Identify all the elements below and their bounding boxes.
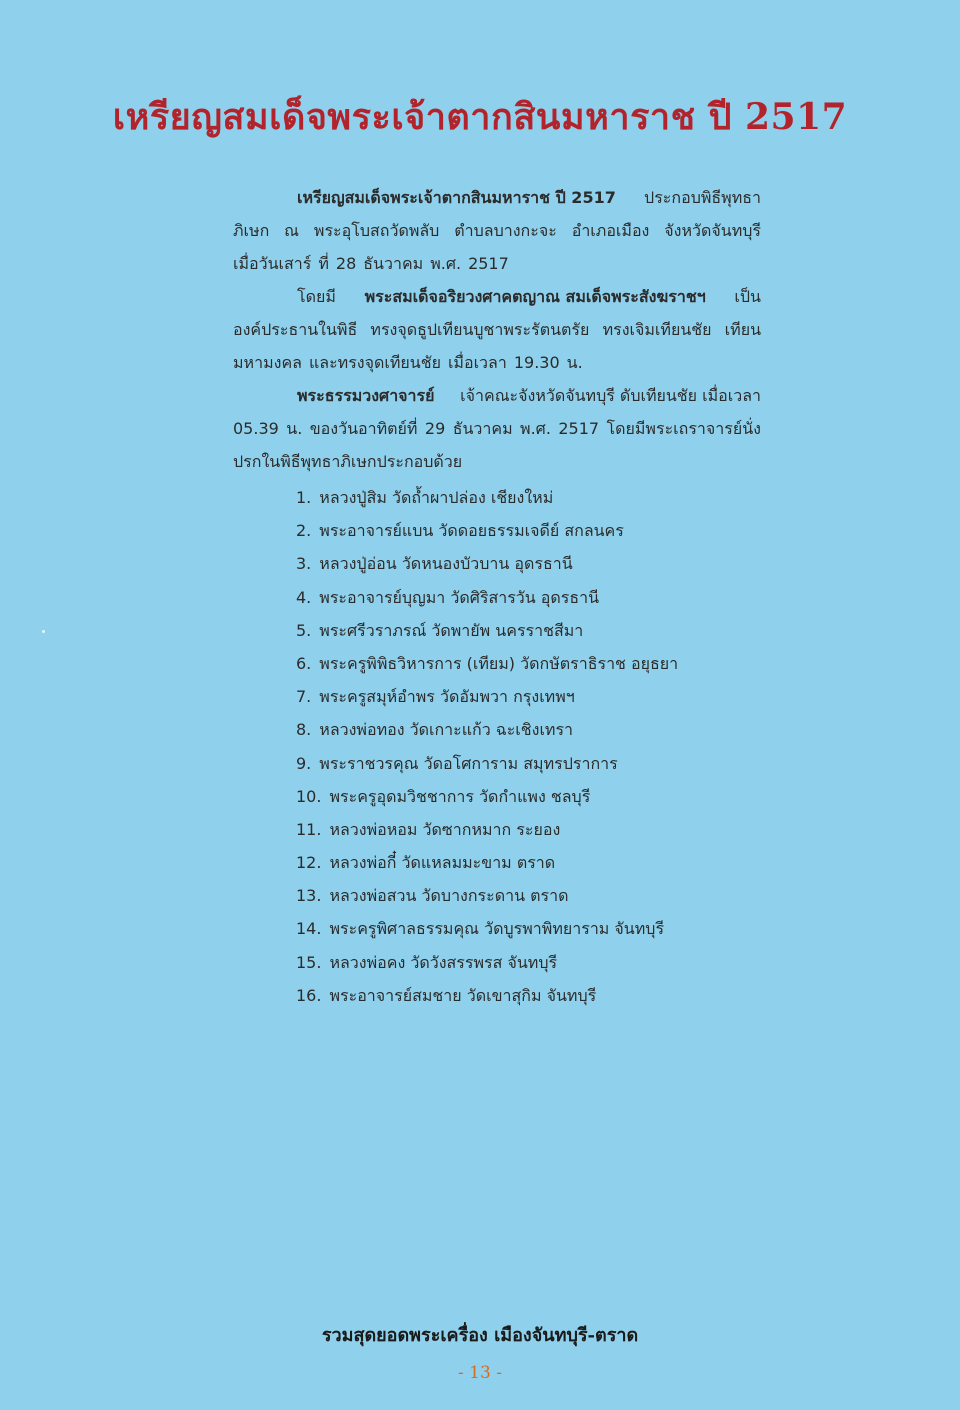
list-item: 15. หลวงพ่อคง วัดวังสรรพรส จันทบุรี <box>296 952 558 972</box>
list-item: 1. หลวงปู่สิม วัดถ้ำผาปล่อง เชียงใหม่ <box>296 488 554 507</box>
para3-line1: พระธรรมวงศาจารย์ เจ้าคณะจังหวัดจันทบุรี ดับเทียนชัย เมื่อเวลา <box>233 379 761 412</box>
list-item: 5. พระศรีวราภรณ์ วัดพายัพ นครราชสีมา <box>296 620 584 640</box>
list-item: 6. พระครูพิพิธวิหารการ (เทียม) วัดกษัตราธิราช อยุธยา <box>296 653 679 673</box>
para3-line2: 05.39 น. ของวันอาทิตย์ที่ 29 ธันวาคม พ.ศ. 2517 โดยมีพระเถราจารย์นั่ง <box>233 419 761 438</box>
list-item: 11. หลวงพ่อหอม วัดซากหมาก ระยอง <box>296 819 561 839</box>
page-title: เหรียญสมเด็จพระเจ้าตากสินมหาราช ปี 2517 <box>112 96 848 138</box>
monk-list <box>296 481 678 1012</box>
para1-line1: เหรียญสมเด็จพระเจ้าตากสินมหาราช ปี 2517 ประกอบพิธีพุทธา <box>233 181 761 214</box>
paper-speck <box>42 630 45 633</box>
list-item: 9. พระราชวรคุณ วัดอโศการาม สมุทรปราการ <box>296 753 618 773</box>
para2-bold: พระสมเด็จอริยวงศาคตญาณ สมเด็จพระสังฆราชฯ <box>364 287 706 306</box>
list-item: 7. พระครูสมุห์อำพร วัดอัมพวา กรุงเทพฯ <box>296 687 575 707</box>
footer-title: รวมสุดยอดพระเครื่อง เมืองจันทบุรี-ตราด <box>321 1325 639 1346</box>
list-item: 16. พระอาจารย์สมชาย วัดเขาสุกิม จันทบุรี <box>296 985 597 1005</box>
list-item: 2. พระอาจารย์แบน วัดดอยธรรมเจดีย์ สกลนคร <box>296 521 624 541</box>
list-item: 13. หลวงพ่อสวน วัดบางกระดาน ตราด <box>296 886 569 906</box>
para3-line3: ปรกในพิธีพุทธาภิเษกประกอบด้วย <box>233 452 463 471</box>
para2-line2: องค์ประธานในพิธี ทรงจุดธูปเทียนบูชาพระรัตนตรัย ทรงเจิมเทียนชัย เทียน <box>233 320 761 339</box>
body-text <box>233 181 761 478</box>
para2-line1: โดยมี พระสมเด็จอริยวงศาคตญาณ สมเด็จพระสังฆราชฯ เป็น <box>233 280 761 313</box>
list-item: 12. หลวงพ่อกี๋ วัดแหลมมะขาม ตราด <box>296 853 556 873</box>
list-item: 3. หลวงปู่อ่อน วัดหนองบัวบาน อุดรธานี <box>296 554 573 574</box>
page-number: - 13 - <box>458 1363 502 1383</box>
list-item: 14. พระครูพิศาลธรรมคุณ วัดบูรพาพิทยาราม จันทบุรี <box>296 919 665 939</box>
list-item: 10. พระครูอุดมวิชชาการ วัดกำแพง ชลบุรี <box>296 786 591 806</box>
list-item: 4. พระอาจารย์บุญมา วัดศิริสารวัน อุดรธานี <box>296 587 600 607</box>
para1-line2: ภิเษก ณ พระอุโบสถวัดพลับ ตำบลบางกะจะ อำเภอเมือง จังหวัดจันทบุรี <box>233 221 761 240</box>
para1-line3: เมื่อวันเสาร์ ที่ 28 ธันวาคม พ.ศ. 2517 <box>233 254 509 273</box>
para2-line3: มหามงคล และทรงจุดเทียนชัย เมื่อเวลา 19.30 น. <box>233 353 583 372</box>
list-item: 8. หลวงพ่อทอง วัดเกาะแก้ว ฉะเชิงเทรา <box>296 720 574 740</box>
para3-bold: พระธรรมวงศาจารย์ <box>297 386 435 405</box>
para1-bold: เหรียญสมเด็จพระเจ้าตากสินมหาราช ปี 2517 <box>297 188 616 207</box>
